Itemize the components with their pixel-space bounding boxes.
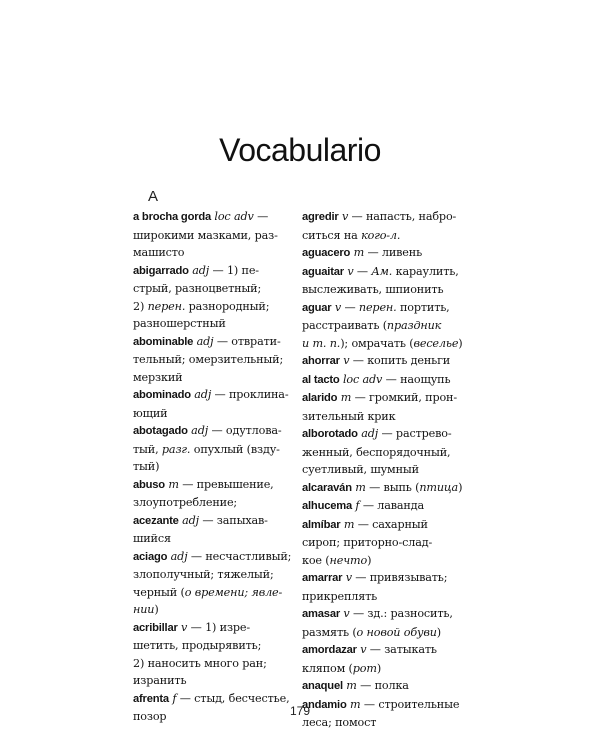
entry-text: черный (: [133, 585, 185, 599]
entry-text: разношерстный: [133, 317, 226, 330]
entry-headword: abominado: [133, 389, 191, 401]
dictionary-entry: [302, 371, 470, 390]
entry-grammar: m: [346, 679, 357, 692]
entry-grammar: v: [341, 210, 349, 223]
entry-text: — 1) пе-: [212, 263, 259, 277]
entry-grammar: adj: [361, 427, 379, 440]
dictionary-entry: [302, 479, 470, 498]
dictionary-entry: [302, 389, 470, 425]
entry-text: — несчастливый;: [190, 549, 292, 563]
entry-line: [133, 244, 293, 262]
entry-text: ): [376, 661, 382, 675]
entry-text: — 1) изре-: [190, 620, 251, 634]
entry-grammar: v: [343, 354, 350, 367]
entry-text: опухлый (взду-: [190, 442, 280, 456]
entry-text: позор: [133, 710, 167, 723]
entry-line: [302, 335, 470, 353]
entry-grammar: loc adv: [342, 372, 383, 386]
entry-line: [302, 263, 470, 282]
entry-line: [133, 441, 293, 459]
vocabulary-column-left: [133, 208, 293, 726]
entry-line: [133, 566, 293, 584]
dictionary-entry: [302, 263, 470, 299]
entry-text: суетливый, шумный: [302, 463, 419, 476]
entry-headword: amarrar: [302, 572, 343, 584]
entry-headword: a brocha gorda: [133, 211, 212, 223]
dictionary-entry: [302, 425, 470, 479]
entry-line: [133, 655, 293, 673]
dictionary-entry: [302, 677, 470, 696]
entry-grammar: adj: [191, 424, 209, 437]
entry-line: [302, 497, 470, 516]
dictionary-entry: [133, 262, 293, 333]
entry-grammar: f: [172, 691, 177, 705]
entry-note: о времени; явле-: [184, 585, 283, 599]
entry-text: — зд.: разносить,: [352, 607, 453, 620]
entry-text: ): [436, 625, 441, 639]
entry-text: — превышение,: [182, 477, 274, 491]
entry-grammar: v: [343, 607, 350, 620]
entry-line: [302, 371, 470, 390]
entry-line: [133, 369, 293, 387]
entry-text: сироп; приторно-слад-: [302, 536, 433, 549]
entry-text: — привязывать;: [355, 571, 448, 584]
dictionary-entry: [133, 333, 293, 387]
entry-text: — затыкать: [369, 643, 437, 656]
entry-line: [133, 494, 293, 512]
entry-headword: alarido: [302, 392, 338, 404]
entry-headword: abominable: [133, 335, 194, 348]
entry-line: [302, 660, 470, 678]
entry-text: ситься на: [302, 228, 362, 242]
entry-line: [302, 408, 470, 426]
page-number: 179: [289, 704, 311, 718]
entry-note: перен.: [358, 300, 397, 314]
entry-text: — лаванда: [362, 499, 424, 512]
dictionary-entry: [302, 641, 470, 677]
entry-text: — запыхав-: [202, 513, 268, 527]
entry-headword: alcaraván: [302, 481, 352, 494]
entry-line: [133, 280, 293, 298]
entry-headword: alhucema: [302, 500, 353, 512]
entry-line: [302, 516, 470, 535]
entry-line: [133, 386, 293, 405]
entry-line: [133, 333, 293, 352]
dictionary-entry: [302, 299, 470, 353]
entry-line: [133, 637, 293, 655]
entry-headword: amasar: [302, 608, 340, 620]
dictionary-entry: [302, 569, 470, 605]
entry-grammar: v: [181, 620, 188, 634]
entry-line: [133, 601, 293, 619]
entry-headword: agredir: [302, 211, 339, 223]
entry-note: и т. п.: [302, 336, 341, 350]
entry-headword: abigarrado: [133, 264, 189, 277]
entry-line: [302, 624, 470, 642]
entry-line: [133, 298, 293, 316]
entry-note: птица: [419, 480, 459, 494]
entry-line: [133, 405, 293, 423]
entry-text: 2): [133, 299, 148, 313]
dictionary-entry: [133, 422, 293, 476]
entry-text: тый,: [133, 442, 162, 456]
entry-text: — отврати-: [216, 334, 281, 348]
entry-grammar: m: [340, 391, 352, 404]
vocabulary-column-right: [302, 208, 470, 732]
entry-line: [302, 569, 470, 588]
entry-line: [133, 262, 293, 281]
entry-line: [302, 534, 470, 552]
entry-text: злополучный; тяжелый;: [133, 568, 274, 581]
entry-text: — одутлова-: [211, 424, 282, 437]
entry-text: портить,: [396, 300, 450, 314]
dictionary-entry: [302, 497, 470, 516]
entry-grammar: v: [334, 300, 342, 314]
dictionary-entry: [133, 208, 293, 262]
entry-text: мерзкий: [133, 370, 183, 384]
entry-text: — полка: [360, 679, 409, 692]
entry-text: — громкий, прон-: [354, 391, 457, 404]
entry-text: — выпь (: [369, 480, 420, 494]
entry-headword: afrenta: [133, 692, 169, 705]
entry-headword: ahorrar: [302, 355, 340, 367]
entry-line: [133, 530, 293, 548]
entry-text: кляпом (: [302, 661, 353, 675]
entry-text: ): [367, 553, 372, 567]
entry-text: широкими мазками, раз-: [133, 228, 278, 242]
entry-text: — стыд, бесчестье,: [179, 691, 290, 705]
entry-text: —: [257, 210, 269, 223]
entry-line: [302, 605, 470, 624]
entry-text: — напасть, набро-: [351, 210, 457, 223]
entry-note: нии: [133, 603, 155, 616]
entry-line: [302, 208, 470, 227]
entry-grammar: loc adv: [214, 210, 254, 223]
entry-text: расстраивать (: [302, 319, 387, 332]
entry-line: [302, 479, 470, 498]
dictionary-entry: [133, 619, 293, 690]
dictionary-entry: [133, 548, 293, 619]
entry-headword: almíbar: [302, 518, 341, 531]
entry-grammar: v: [347, 264, 354, 278]
entry-line: [133, 512, 293, 531]
entry-line: [133, 476, 293, 495]
entry-text: прикреплять: [302, 589, 378, 603]
entry-line: [302, 677, 470, 696]
entry-line: [133, 351, 293, 369]
entry-text: ): [154, 603, 159, 616]
entry-line: [133, 208, 293, 227]
entry-grammar: m: [350, 697, 361, 711]
entry-headword: al tacto: [302, 373, 340, 386]
entry-text: изранить: [133, 674, 187, 687]
entry-line: [302, 461, 470, 479]
entry-line: [302, 244, 470, 263]
entry-text: леса; помост: [302, 716, 377, 729]
entry-text: — растрево-: [381, 427, 452, 440]
entry-headword: aguar: [302, 301, 332, 314]
entry-line: [302, 425, 470, 444]
entry-note: праздник: [386, 319, 442, 332]
entry-headword: aguaitar: [302, 265, 344, 278]
entry-text: — наощупь: [385, 372, 451, 386]
entry-note: о новой обуви: [356, 625, 437, 639]
entry-grammar: adj: [192, 263, 210, 277]
entry-text: тый): [133, 460, 160, 473]
entry-line: [302, 352, 470, 371]
entry-line: [302, 389, 470, 408]
entry-text: ): [458, 336, 463, 350]
entry-grammar: m: [168, 477, 179, 491]
entry-text: — ливень: [367, 246, 423, 259]
entry-headword: acezante: [133, 514, 179, 527]
entry-line: [133, 672, 293, 690]
entry-text: разнородный;: [185, 299, 270, 313]
entry-line: [302, 588, 470, 606]
entry-note: нечто: [329, 553, 368, 567]
dictionary-entry: [302, 244, 470, 263]
entry-grammar: adj: [194, 388, 212, 401]
entry-text: — строительные: [363, 697, 460, 711]
entry-line: [133, 315, 293, 333]
entry-text: размять (: [302, 625, 357, 639]
entry-grammar: m: [355, 480, 366, 494]
entry-line: [133, 458, 293, 476]
entry-text: тельный; омерзительный;: [133, 353, 284, 366]
entry-grammar: f: [355, 499, 360, 512]
entry-headword: aguacero: [302, 247, 351, 259]
entry-text: выслеживать, шпионить: [302, 283, 444, 296]
entry-headword: amordazar: [302, 644, 357, 656]
dictionary-entry: [133, 512, 293, 548]
entry-headword: aciago: [133, 550, 168, 563]
entry-text: — проклина-: [214, 388, 289, 401]
entry-text: стрый, разноцветный;: [133, 282, 262, 295]
dictionary-entry: [133, 476, 293, 512]
entry-headword: alborotado: [302, 428, 358, 440]
entry-grammar: adj: [182, 513, 199, 527]
entry-text: кое (: [302, 553, 330, 567]
entry-grammar: v: [360, 643, 367, 656]
entry-text: женный, беспорядочный,: [302, 445, 451, 459]
entry-line: [302, 227, 470, 245]
entry-note: перен.: [147, 299, 186, 313]
entry-headword: abuso: [133, 478, 165, 491]
dictionary-entry: [302, 516, 470, 570]
entry-text: злоупотребление;: [133, 496, 238, 509]
entry-grammar: adj: [196, 334, 214, 348]
page-title: Vocabulario: [219, 132, 381, 168]
entry-line: [133, 584, 293, 602]
entry-headword: acribillar: [133, 621, 178, 634]
entry-headword: andamio: [302, 698, 347, 711]
section-letter: A: [148, 188, 159, 205]
entry-note: Ам.: [371, 264, 393, 278]
entry-text: — сахарный: [357, 517, 428, 531]
entry-note: веселье: [413, 336, 459, 350]
entry-line: [302, 641, 470, 660]
entry-grammar: m: [343, 517, 355, 531]
dictionary-entry: [302, 352, 470, 371]
entry-text: ющий: [133, 406, 168, 420]
entry-grammar: m: [353, 246, 365, 259]
entry-text: ); омрачать (: [340, 336, 414, 350]
entry-note: кого-л.: [361, 228, 401, 242]
entry-line: [133, 548, 293, 567]
entry-line: [302, 552, 470, 570]
entry-text: —: [344, 300, 359, 314]
entry-headword: anaquel: [302, 680, 343, 692]
entry-text: — копить деньги: [352, 354, 451, 367]
entry-note: рот: [352, 661, 377, 675]
entry-headword: abotagado: [133, 425, 188, 437]
entry-line: [133, 227, 293, 245]
entry-line: [302, 317, 470, 335]
entry-line: [133, 619, 293, 638]
entry-note: разг.: [161, 442, 191, 456]
entry-grammar: adj: [170, 549, 188, 563]
entry-grammar: v: [345, 571, 352, 584]
entry-text: машисто: [133, 246, 185, 259]
entry-line: [302, 299, 470, 318]
dictionary-entry: [302, 208, 470, 244]
dictionary-entry: [133, 386, 293, 422]
entry-line: [302, 281, 470, 299]
entry-text: ): [458, 480, 463, 494]
entry-line: [302, 444, 470, 462]
dictionary-entry: [302, 605, 470, 641]
entry-text: —: [356, 264, 372, 278]
entry-text: зительный крик: [302, 409, 396, 423]
entry-text: 2) наносить много ран;: [133, 656, 267, 670]
entry-text: шетить, продырявить;: [133, 639, 262, 652]
entry-line: [133, 422, 293, 441]
entry-text: шийся: [133, 532, 171, 545]
entry-text: караулить,: [392, 264, 459, 278]
